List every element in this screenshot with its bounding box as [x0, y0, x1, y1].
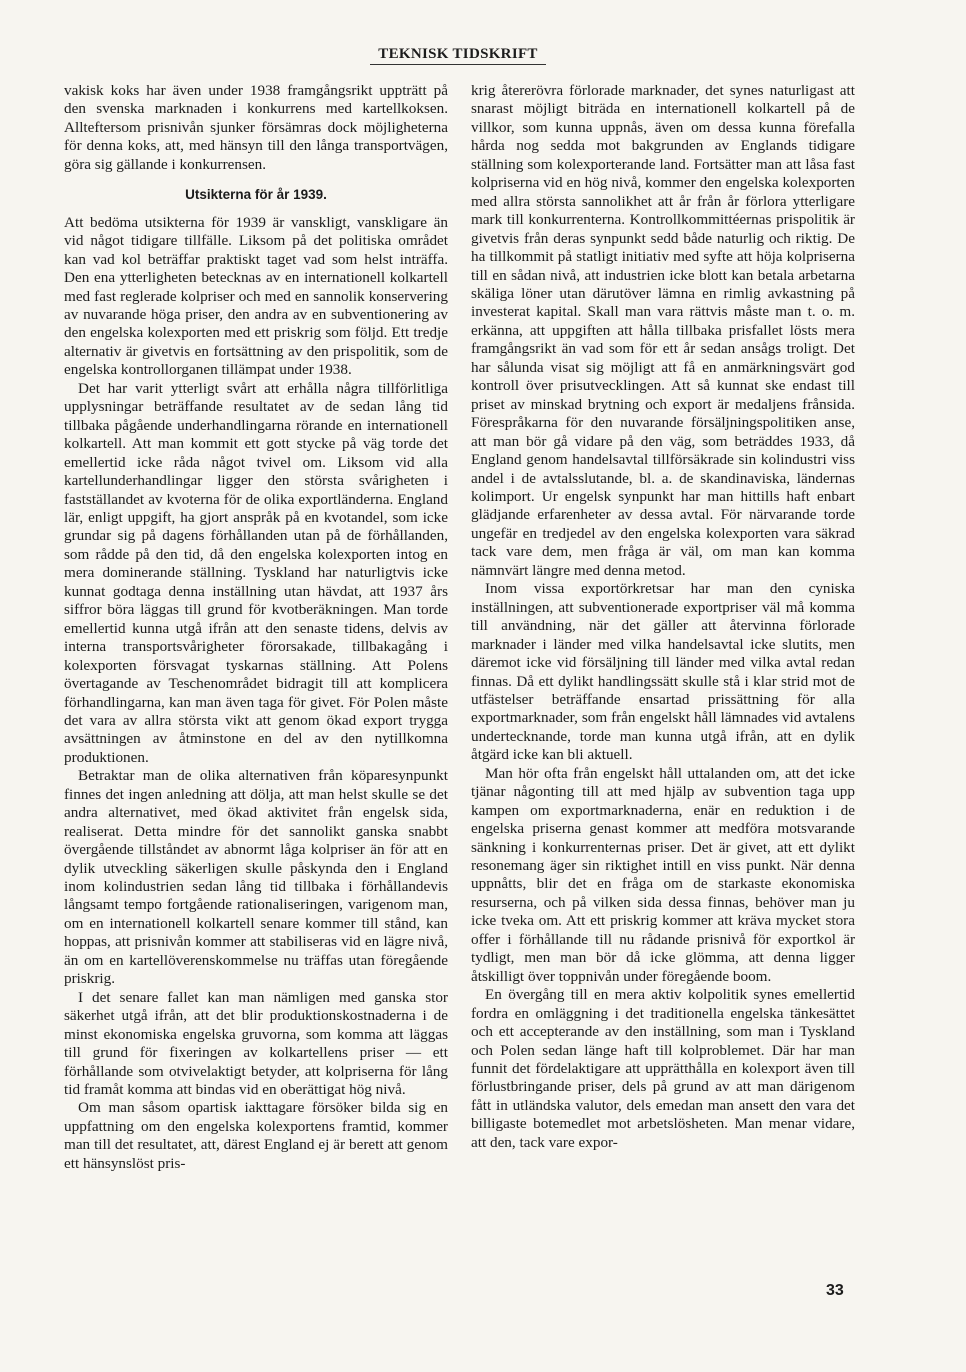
right-column — [471, 82, 855, 1152]
page-number: 33 — [826, 1282, 844, 1299]
journal-masthead: TEKNISK TIDSKRIFT — [370, 46, 546, 65]
paragraph: En övergång till en mera aktiv kolpolitik synes emellertid fordra en omläggning i det traditionella engelska tänkesättet och ett accepterande av den inställning, som man i Tyskland och Polen sedan länge haft till kolproblemet. Där har man funnit det fördelaktigare att upprätthålla en kolexport även till förlustbringande priser, dels på grund av att man därigenom fått in utländska valutor, dels emedan man ansett den vara det billigaste botemedlet mot arbetslösheten. Man menar vidare, att den, tack vare expor- — [471, 986, 855, 1151]
paragraph: Att bedöma utsikterna för 1939 är vanskligt, vanskligare än vid något tidigare tillfälle. Liksom på det politiska området kan vad kol beträffar praktiskt taget vad som helst inträffa. Den ena ytterligheten betecknas av en internationell kolkartell med fast reglerade kolpriser och med en sannolik konservering av nuvarande höga priser, den andra av en subventionering av den engelska kolexporten med ett priskrig som följd. Ett tredje alternativ är givetvis en fortsättning av den prispolitik, som de engelska kontrollorganen tillämpat under 1938. — [64, 213, 448, 379]
paragraph: vakisk koks har även under 1938 framgångsrikt uppträtt på den svenska marknaden i konkurrens med kartellkoksen. Allteftersom prisnivån sjunker försämras dock möjligheterna för denna koks, att, med hänsyn till den långa transportvägen, göra sig gällande i konkurrensen. — [64, 82, 448, 173]
paragraph: Man hör ofta från engelskt håll uttalanden om, att det icke tjänar någonting till att med hjälp av subvention taga upp kampen om exportmarknaderna, enär en reduktion i de engelska priserna genast kommer att medföra motsvarande sänkning i konkurrenternas priser. Det är givet, att ett dylikt resonemang äger sin riktighet intill en viss punkt. När denna uppnåtts, blir det en fråga om de starkaste ekonomiska resurserna, och på vilken sida dessa finnas, behöver man ju icke tveka om. Att ett priskrig kommer att kräva mycket stora offer i förhållande till nu rådande prisnivå för exportkol är tydligt, men man bör då icke glömma, att denna ligger åtskilligt över toppnivån under föregående boom. — [471, 764, 855, 985]
paragraph: Inom vissa exportörkretsar har man den cyniska inställningen, att subventionerade exportpriser väl må komma till användning, när det gäller att återvinna förlorade marknader i länder med vilka handelsavtal icke slutits, men däremot icke vid försäljning till länder med vilka avtal redan finnas. Då ett dylikt handlingssätt skulle stå i klar strid mot de utfästelser beträffande ensartad prissättning för alla exportmarknader, som från engelskt håll lämnades vid avtalens undertecknande, torde man kunna utgå ifrån, att en dylik åtgärd icke kan bli aktuell. — [471, 580, 855, 764]
paragraph: I det senare fallet kan man nämligen med ganska stor säkerhet utgå ifrån, att det blir produktionskostnaderna i de minst ekonomiska engelska gruvorna, som komma att läggas till grund för fixeringen av kolkartellens priser — ett förhållande som otvivelaktigt betyder, att kolpriserna för lång tid framåt komma att bindas vid en oberättigat hög nivå. — [64, 988, 448, 1099]
paragraph: Betraktar man de olika alternativen från köparesynpunkt finnes det ingen anledning att dölja, att man helst skulle se det andra alternativet, med ökad aktivitet från engelsk sida, realiserat. Detta mindre för det sannolikt ganska snabbt övergående tillståndet av abnormt låga kolpriser än för att en dylik utveckling säkerligen skulle påskynda den i England inom kolindustrien sedan lång tid tillbaka i förhållandevis långsamt tempo fortgående rationaliseringen, varigenom man, om en internationell kolkartell senare kommer till stånd, kan hoppas, att prisnivån kommer att stabiliseras vid en lägre nivå, än om en kartellöverenskommelse nu träffas utan föregående priskrig. — [64, 767, 448, 988]
paragraph: Det har varit ytterligt svårt att erhålla några tillförlitliga upplysningar beträffande resultatet av de sedan lång tid tillbaka pågående underhandlingarna rörande en internationell kolkartell. Att man kommit ett gott stycke på väg torde det emellertid icke råda något tvivel om. Liksom vid alla kartellunderhandlingar ligger den största svårigheten i fastställandet av kvoterna för de olika exportländerna. England lär, enligt uppgift, ha gjort anspråk på en kvotandel, som icke grundar sig på dagens förhållanden utan på de förhållanden, som rådde på den tid, då den engelska kolexporten intog en mera dominerande ställning. Tyskland har naturligtvis icke kunnat godtaga denna inställning utan hävdat, att 1937 års siffror böra läggas till grund för kvotberäkningen. Man torde emellertid kunna utgå ifrån att den senaste tidens, delvis av interna transportsvårigheter förorsakade, tillbakagång i kolexporten försvagat tyskarnas ställning. Att Polens övertagande av Teschenområdet bidragit till att komplicera förhandlingarna, kan man även taga för givet. För Polen måste det vara av allra största vikt att genom ökad export trygga avsättningen av åtminstone en del av den nytillkomna produktionen. — [64, 379, 448, 766]
section-heading: Utsikterna för år 1939. — [185, 187, 327, 203]
paragraph: Om man såsom opartisk iakttagare försöker bilda sig en uppfattning om den engelska kolexportens framtid, kommer man till det resultatet, att, därest England ej är berett att genom ett hänsynslöst pris- — [64, 1099, 448, 1172]
paragraph: krig återerövra förlorade marknader, det synes naturligast att snarast möjligt biträda en internationell kolkartell på de villkor, som kunna uppnås, även om dessa kunna förefalla hårda nog sedda mot bakgrunden av Englands tidigare ställning som kolexporterande land. Fortsätter man att låsa fast kolpriserna vid en hög nivå, kommer den engelska kolexporten med allra största sannolikhet att år från år förlora ytterligare mark till konkurrenterna. Kontrollkommittéernas prispolitik är givetvis från deras synpunkt sedd både naturlig och riktig. De ha tillkommit på statligt initiativ med syfte att höja kolpriserna till en sådan nivå, att industrien icke blott kan betala arbetarna skäliga löner utan därutöver lämna en rimlig avkastning på investerat kapital. Skall man vara rättvis måste man t. o. m. erkänna, att uppgiften att hålla tillbaka prisfallet lösts mera framgångsrikt än vad som för ett år sedan ansågs troligt. Det har sålunda visat sig möjligt att få en anmärkningsvärt god kontroll över prisutvecklingen. Att så kunnat ske endast till priset av minskad brytning och export är medaljens frånsida. Förespråkarna för den nuvarande försäljningspolitiken anse, att man bör gå vidare på den väg, som beträddes 1933, då England genom handelsavtal tillförsäkrade sin kolindustri viss andel i de avtalsslutande, bl. a. de skandinaviska, ländernas kolimport. Ur engelsk synpunkt har man hittills haft enbart glädjande erfarenheter av dessa avtal. För närvarande torde ungefär en tredjedel av den engelska kolexporten vara säkrad tack vare dem, men fråga är väl, om man kan komma nämnvärt längre med denna metod. — [471, 82, 855, 579]
left-column — [64, 82, 448, 1173]
